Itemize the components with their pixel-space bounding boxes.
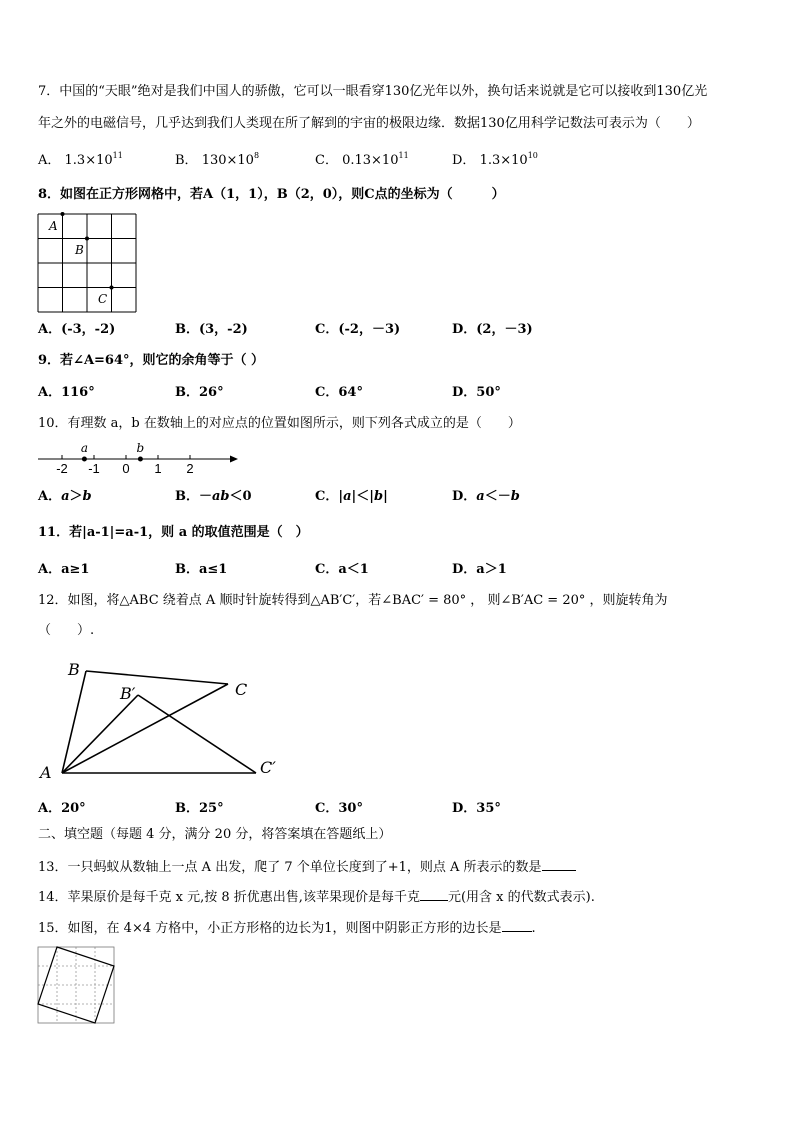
point-a: [82, 457, 87, 462]
point-label-b: b: [136, 441, 145, 455]
grid-point-c: [110, 286, 114, 290]
q15-answer-blank[interactable]: [502, 919, 532, 932]
q15-grid-figure: [38, 947, 118, 1027]
q11-stem: 11．若|a-1|=a-1，则 a 的取值范围是（ ）: [38, 525, 309, 540]
q13-stem: 13．一只蚂蚁从数轴上一点 A 出发，爬了 7 个单位长度到了+1，则点 A 所表示的数是: [38, 858, 576, 877]
tick-label: 0: [122, 461, 130, 476]
q9-option-d[interactable]: D．50°: [452, 385, 501, 400]
point-b: [138, 457, 143, 462]
q8-stem: 8．如图在正方形网格中，若A（1，1），B（2，0），则C点的坐标为（ ）: [38, 187, 505, 202]
grid-label-b: B: [75, 243, 84, 257]
q9-option-a[interactable]: A．116°: [38, 385, 95, 400]
q9-option-b[interactable]: B．26°: [175, 385, 224, 400]
grid-point-a: [61, 212, 65, 216]
tick-label: 1: [154, 461, 162, 476]
q10-number-line: [38, 440, 243, 476]
q7-option-d[interactable]: D． $1.3\times 10^{10}$: [452, 151, 538, 168]
q7-option-a[interactable]: A． $1.3\times 10^{11}$: [38, 151, 123, 168]
q10-stem: 10．有理数 a，b 在数轴上的对应点的位置如图所示，则下列各式成立的是（ ）: [38, 416, 521, 431]
q12-option-a[interactable]: A．20°: [38, 801, 86, 816]
q10-option-c[interactable]: C．|a|＜|b|: [315, 489, 388, 504]
q11-option-d[interactable]: D．a＞1: [452, 562, 507, 577]
label-b-prime: B′: [120, 684, 136, 703]
grid-label-a: A: [49, 219, 58, 233]
tick-label: -1: [88, 461, 100, 476]
q8-option-c[interactable]: C．(-2，－3): [315, 322, 401, 337]
label-c-prime: C′: [260, 758, 276, 777]
label-a: A: [40, 763, 52, 782]
grid-label-c: C: [98, 292, 108, 306]
q7-stem-line2: 年之外的电磁信号，几乎达到我们人类现在所了解到的宇宙的极限边缘．数据130亿用科学记数法可表示为（ ）: [38, 116, 700, 131]
tick-label: 2: [186, 461, 194, 476]
tick-label: -2: [56, 461, 68, 476]
q8-option-a[interactable]: A．(-3，-2): [38, 322, 116, 337]
q15-stem: 15．如图，在 4×4 方格中，小正方形格的边长为1，则图中阴影正方形的边长是 .: [38, 921, 536, 936]
q13-answer-blank[interactable]: [542, 858, 576, 871]
q8-option-d[interactable]: D．(2，－3): [452, 322, 533, 337]
q11-option-a[interactable]: A．a≥1: [38, 562, 90, 577]
q12-stem-line1: 12．如图，将△ABC 绕着点 A 顺时针旋转得到△AB′C′，若∠BAC′ = 80° ， 则∠B′AC = 20° ，则旋转角为: [38, 593, 668, 608]
label-c: C: [235, 680, 248, 699]
point-label-a: a: [80, 441, 88, 455]
q14-stem: 14．苹果原价是每千克 x 元,按 8 折优惠出售,该苹果现价是每千克 元(用含 x 的代数式表示).: [38, 890, 595, 905]
q9-option-c[interactable]: C．64°: [315, 385, 363, 400]
q7-stem-line1: 7．中国的“天眼”绝对是我们中国人的骄傲，它可以一眼看穿130亿光年以外，换句话来说就是它可以接收到130亿光: [38, 84, 708, 99]
q8-option-b[interactable]: B．(3，-2): [175, 322, 248, 337]
q12-triangle-figure: [38, 655, 288, 785]
q12-option-c[interactable]: C．30°: [315, 801, 363, 816]
q7-option-b[interactable]: B． $130\times 10^8$: [175, 151, 260, 168]
q12-option-b[interactable]: B．25°: [175, 801, 224, 816]
label-b: B: [68, 660, 80, 679]
q12-stem-line2: （ ）.: [38, 623, 95, 638]
q11-option-c[interactable]: C．a＜1: [315, 562, 369, 577]
section-fill-blank-title: 二、填空题（每题 4 分，满分 20 分，将答案填在答题纸上）: [38, 827, 392, 842]
q14-answer-blank[interactable]: [420, 888, 448, 901]
q9-stem: 9．若∠A=64°，则它的余角等于（ ）: [38, 353, 265, 368]
q8-grid-figure: [38, 214, 138, 314]
q10-option-a[interactable]: A．a＞b: [38, 489, 92, 504]
q7-option-c[interactable]: C． $0.13\times 10^{11}$: [315, 151, 409, 168]
grid-point-b: [85, 237, 89, 241]
q11-option-b[interactable]: B．a≤1: [175, 562, 228, 577]
q10-option-b[interactable]: B．－ab＜0: [175, 489, 252, 504]
q10-option-d[interactable]: D．a＜－b: [452, 489, 520, 504]
q12-option-d[interactable]: D．35°: [452, 801, 501, 816]
